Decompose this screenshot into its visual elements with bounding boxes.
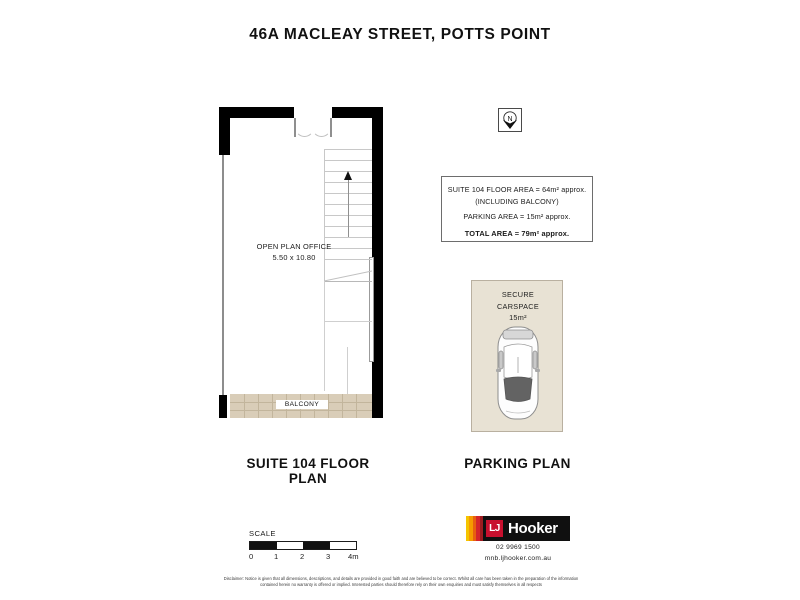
scale-bar-graphic [249,541,357,550]
wall-left-upper [219,107,230,155]
stair-direction-line [348,179,349,237]
scale-segment [330,542,357,549]
door-threshold [294,116,332,118]
area-summary-box [441,176,593,242]
balcony-tile-line [230,410,372,411]
up-arrow-icon [344,171,352,180]
carspace-label-line1: SECURE [501,290,535,299]
scale-title: SCALE [249,529,276,538]
stair-landing [324,269,372,281]
balcony-tile-line [328,394,329,418]
scale-tick: 0 [249,552,254,561]
scale-tick: 2 [300,552,305,561]
balcony-tile-line [244,394,245,418]
logo-stripes [466,516,483,541]
wall-left-thin [222,155,224,395]
parking-plan-caption: PARKING PLAN [464,456,571,471]
stair-tread [324,237,372,238]
total-area-text: TOTAL AREA = 79m² approx. [464,228,570,238]
balcony-area [230,394,372,418]
partition-lower-mid [324,321,372,322]
agency-logo[interactable] [466,516,574,563]
floor-plan-caption: SUITE 104 FLOOR PLAN [246,456,370,486]
parking-area-text: PARKING AREA = 15m² approx. [463,212,571,221]
balcony-tile-line [356,394,357,418]
stair-tread [324,160,372,161]
partition-lower-left [324,281,325,391]
stair-landing-line [324,270,372,281]
stair-lower-edge [324,281,372,282]
lj-badge: LJ [486,520,503,537]
scale-tick: 4m [348,552,359,561]
carspace-label-line3: 15m² [509,313,527,322]
wall-bottom [219,418,383,432]
north-arrow-glyph [499,109,521,131]
scale-tick: 3 [326,552,331,561]
logo-name: Hooker [507,520,558,537]
room-name: OPEN PLAN OFFICE [256,242,332,251]
scale-bar [249,529,369,564]
scale-segment [303,542,330,549]
car-top-view-icon [496,325,540,421]
north-arrow-icon [498,108,522,132]
scale-segment [277,542,304,549]
page-title: 46A MACLEAY STREET, POTTS POINT [249,26,551,43]
entry-door-swing-right [312,118,331,137]
logo-box[interactable] [466,516,570,541]
parking-plan-drawing [471,280,563,432]
carspace-label-line2: CARSPACE [496,301,539,311]
suite-floor-area-text: SUITE 104 FLOOR AREA = 64m² approx. [447,185,587,194]
including-balcony-text: (INCLUDING BALCONY) [475,196,559,206]
balcony-tile-line [258,394,259,418]
disclaimer-text: Disclaimer: Notice is given that all dimensions, descriptions, and details are provided in good faith and are believed to be correct. Whilst all care has been taken in the preparation of the information contained herein no warranty is offered or implied. Interested parties should therefore rely on their own enquiries and must satisfy themselves in all respects [223,576,579,588]
balcony-tile-line [342,394,343,418]
agency-website[interactable]: mnb.ljhooker.com.au [484,555,552,562]
balcony-label: BALCONY [276,400,328,409]
carspace-label [472,289,564,324]
scale-ticks [249,552,369,564]
room-label-open-plan-office [239,241,349,263]
balcony-tile-line [272,394,273,418]
svg-text:N: N [507,116,513,123]
car-glyph [496,325,540,421]
room-dimensions: 5.50 x 10.80 [272,253,316,262]
wall-top-left [219,107,294,118]
agency-phone: 02 9969 1500 [496,544,540,551]
partition-bottom-stub [347,347,348,395]
scale-tick: 1 [274,552,279,561]
stair-tread [324,149,372,150]
suite-floor-plan-drawing [219,107,383,432]
scale-segment [250,542,277,549]
logo-stripe [480,516,483,541]
